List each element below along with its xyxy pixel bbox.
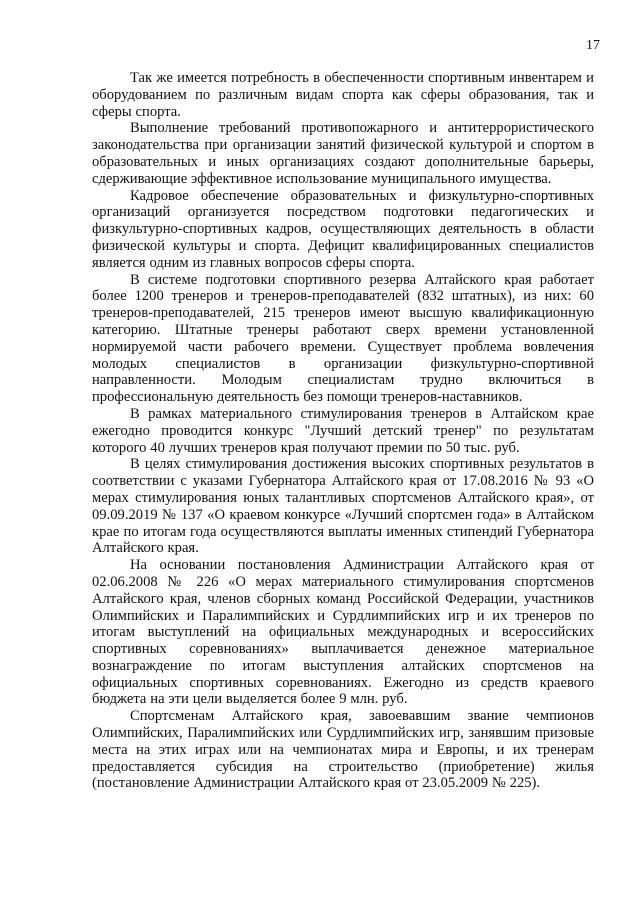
paragraph-coaches-system: В системе подготовки спортивного резерва Алтайского края работает более 1200 тренеров и тренеров-преподавателей (832 штатных), из них: 60 тренеров-преподавателей, 215 тренеров имеют высшую квалификационную категорию. Штатные тренеры работают сверх времени установленной нормируемой части рабочего времени. Существует проблема вовлечения молодых специалистов в организации физкультурно-спортивной направленности. Молодым специалистам трудно включиться в профессиональную деятельность без помощи тренеров-наставников. (92, 271, 594, 406)
paragraph-equipment-need: Так же имеется потребность в обеспеченности спортивным инвентарем и оборудованием по различным видам спорта как сферы образования, так и сферы спорта. (92, 70, 594, 120)
paragraph-staffing: Кадровое обеспечение образовательных и физкультурно-спортивных организаций организуется посредством подготовки педагогических и физкультурно-спортивных кадров, осуществляющих деятельность в области физической культуры и спорта. Дефицит квалифицированных специалистов является одним из главных вопросов сферы спорта. (92, 187, 594, 271)
paragraph-best-coach-contest: В рамках материального стимулирования тренеров в Алтайском крае ежегодно проводится конкурс "Лучший детский тренер" по результатам которого 40 лучших тренеров края получают премии по 50 тыс. руб. (92, 405, 594, 456)
paragraph-fire-safety-requirements: Выполнение требований противопожарного и антитеррористического законодательства при организации занятий физической культурой и спортом в образовательных и иных организациях создают дополнительные барьеры, сдерживающие эффективное использование муниципального имущества. (92, 120, 594, 187)
paragraph-housing-subsidy: Спортсменам Алтайского края, завоевавшим звание чемпионов Олимпийских, Паралимпийских или Сурдлимпийских игр, занявшим призовые места на этих играх или на чемпионатах мира и Европы, и их тренерам предоставляется субсидия на строительство (приобретение) жилья (постановление Администрации Алтайского края от 23.05.2009 № 225). (92, 708, 594, 792)
body-text (92, 70, 594, 792)
paragraph-athlete-rewards: На основании постановления Администрации Алтайского края от 02.06.2008 № 226 «О мерах материального стимулирования спортсменов Алтайского края, членов сборных команд Российской Федерации, участников Олимпийских и Паралимпийских и Сурдлимпийских игр и их тренеров по итогам выступлений на официальных международных и всероссийских спортивных соревнованиях» выплачивается денежное материальное вознаграждение по итогам выступления алтайских спортсменов на официальных спортивных соревнованиях. Ежегодно из средств краевого бюджета на эти цели выделяется более 9 млн. руб. (92, 557, 594, 708)
page-number: 17 (586, 38, 600, 53)
paragraph-governor-scholarships: В целях стимулирования достижения высоких спортивных результатов в соответствии с указами Губернатора Алтайского края от 17.08.2016 № 93 «О мерах стимулирования юных талантливых спортсменов Алтайского края», от 09.09.2019 № 137 «О краевом конкурсе «Лучший спортсмен года» в Алтайском крае по итогам года осуществляются выплаты именных стипендий Губернатора Алтайского края. (92, 456, 594, 557)
